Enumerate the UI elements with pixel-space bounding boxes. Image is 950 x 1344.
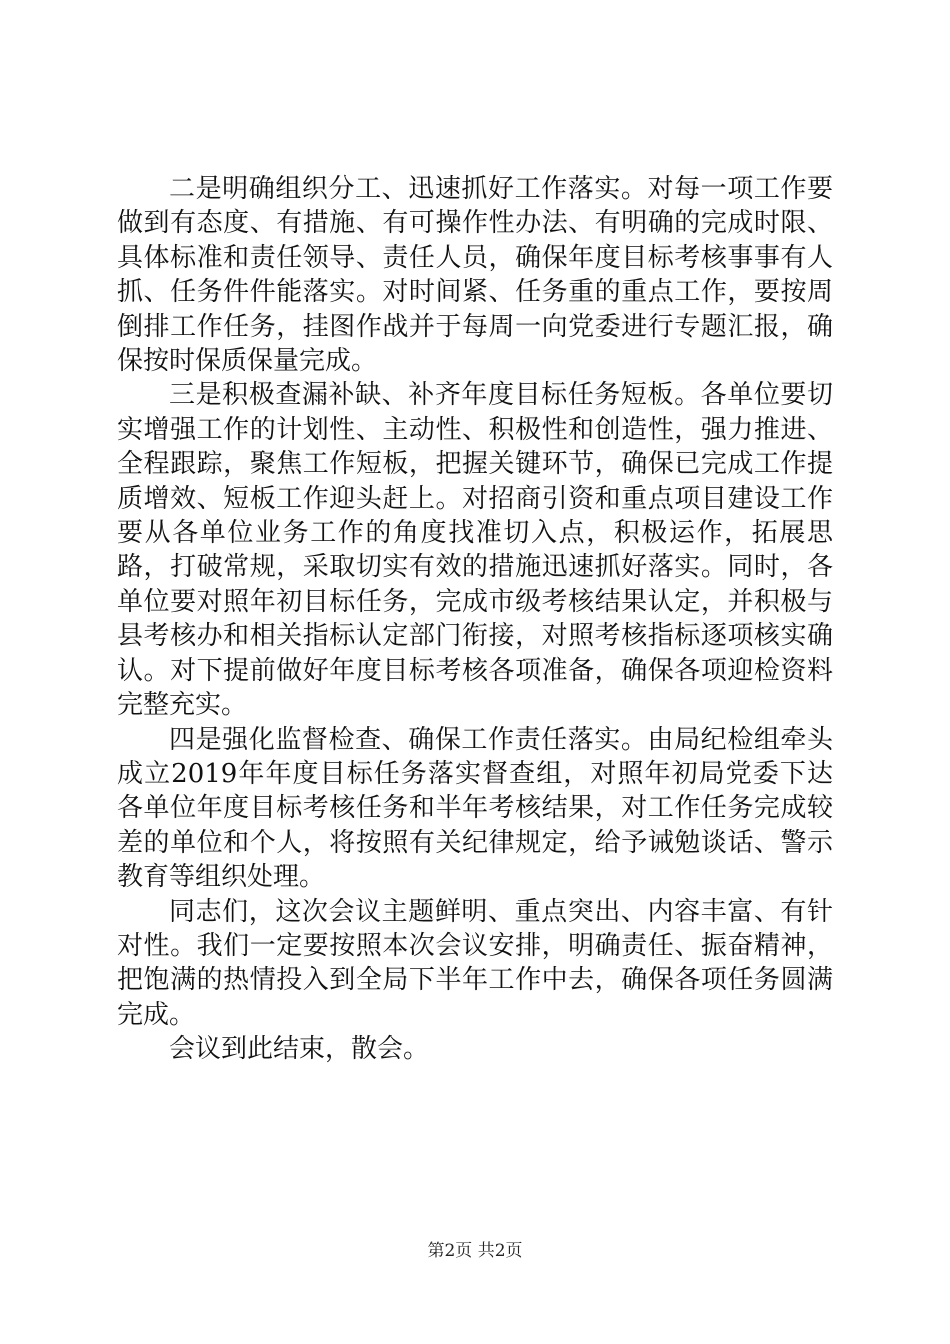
- paragraph-closing-remarks: 同志们，这次会议主题鲜明、重点突出、内容丰富、有针对性。我们一定要按照本次会议安排，明确责任、振奋精神，把饱满的热情投入到全局下半年工作中去，确保各项任务圆满完成。: [117, 896, 833, 1030]
- paragraph-meeting-end: 会议到此结束，散会。: [169, 1034, 430, 1065]
- paragraph-fill-gaps: 三是积极查漏补缺、补齐年度目标任务短板。各单位要切实增强工作的计划性、主动性、积极性和创造性，强力推进、全程跟踪，聚焦工作短板，把握关键环节，确保已完成工作提质增效、短板工作迎头赶上。对招商引资和重点项目建设工作要从各单位业务工作的角度找准切入点，积极运作，拓展思路，打破常规，采取切实有效的措施迅速抓好落实。同时，各单位要对照年初目标任务，完成市级考核结果认定，并积极与县考核办和相关指标认定部门衔接，对照考核指标逐项核实确认。对下提前做好年度目标考核各项准备，确保各项迎检资料完整充实。: [117, 380, 833, 721]
- paragraph-supervision: 四是强化监督检查、确保工作责任落实。由局纪检组牵头成立2019年年度目标任务落实督查组，对照年初局党委下达各单位年度目标考核任务和半年考核结果，对工作任务完成较差的单位和个人，将按照有关纪律规定，给予诫勉谈话、警示教育等组织处理。: [117, 724, 833, 893]
- document-body: [117, 172, 833, 1067]
- page-footer: [0, 1240, 950, 1262]
- page-number-label: 第2页 共2页: [427, 1241, 523, 1261]
- paragraph-division-of-labor: 二是明确组织分工、迅速抓好工作落实。对每一项工作要做到有态度、有措施、有可操作性办法、有明确的完成时限、具体标准和责任领导、责任人员，确保年度目标考核事事有人抓、任务件件能落实。对时间紧、任务重的重点工作，要按周倒排工作任务，挂图作战并于每周一向党委进行专题汇报，确保按时保质保量完成。: [117, 174, 833, 377]
